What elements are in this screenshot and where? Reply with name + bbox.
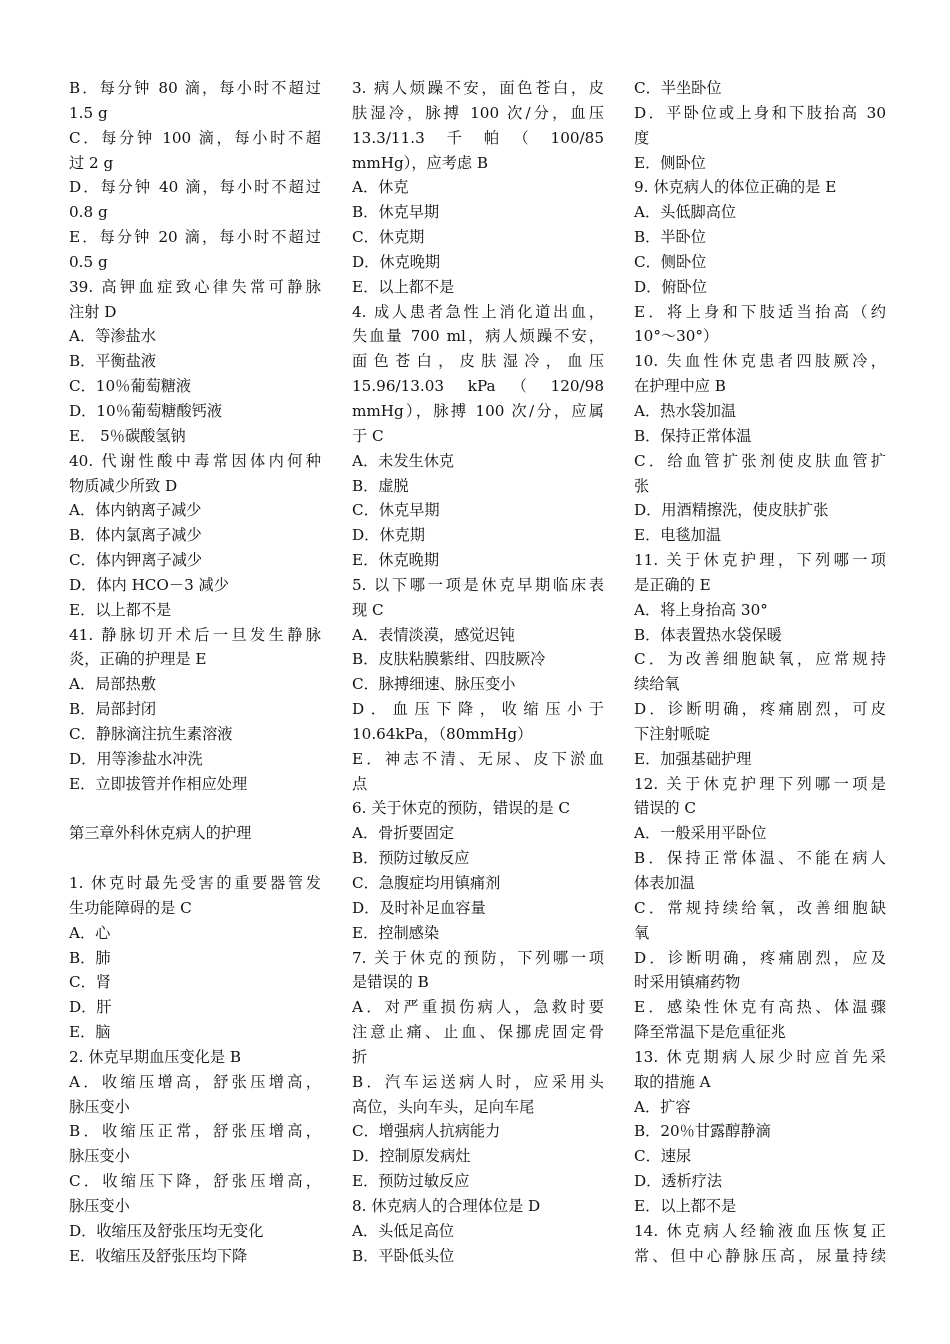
text-line: 张 — [634, 476, 650, 495]
text-line: 1. 休克时最先受害的重要器管发 — [69, 874, 321, 892]
text-line: 物质减少所致 D — [69, 476, 178, 495]
text-line: 2. 休克早期血压变化是 B — [69, 1047, 241, 1066]
text-line: 5. 以下哪一项是休克早期临床表 — [352, 575, 604, 594]
text-line: B．收缩压正常，舒张压增高， — [69, 1122, 321, 1141]
text-line: D．体内 HCO－3 减少 — [69, 575, 229, 594]
text-line: C．脉搏细速、脉压变小 — [352, 675, 516, 694]
text-line: 第三章外科休克病人的护理 — [69, 824, 252, 843]
text-line: 9. 休克病人的体位正确的是 E — [634, 178, 837, 197]
text-line: A．表情淡漠，感觉迟钝 — [352, 625, 515, 644]
text-line: E．将上身和下肢适当抬高（约 — [634, 302, 886, 321]
text-line: 脉压变小 — [69, 1097, 130, 1116]
text-line: 0.8 g — [69, 203, 108, 222]
text-line: C．休克早期 — [352, 501, 440, 520]
text-line: 肤湿冷，脉搏 100 次/分，血压 — [352, 103, 604, 122]
text-line: A．一般采用平卧位 — [634, 824, 767, 843]
text-column-left — [69, 76, 321, 1269]
text-line: E．立即拔管并作相应处理 — [69, 774, 248, 793]
text-line: 13. 休克期病人尿少时应首先采 — [634, 1047, 886, 1066]
text-line: 降至常温下是危重征兆 — [634, 1023, 786, 1042]
text-line: C．静脉滴注抗生素溶液 — [69, 724, 233, 743]
text-line: D．诊断明确，疼痛剧烈，可皮 — [634, 700, 886, 719]
text-line: D．诊断明确，疼痛剧烈，应及 — [634, 948, 886, 967]
text-line: C．速尿 — [634, 1147, 692, 1166]
text-line: 10. 失血性休克患者四肢厥冷， — [634, 352, 886, 371]
text-line: C．10％葡萄糖液 — [69, 377, 192, 396]
text-line: mmHg），应考虑 B — [352, 153, 489, 172]
text-line: 8. 休克病人的合理体位是 D — [352, 1196, 541, 1215]
text-line: E．以上都不是 — [634, 1196, 737, 1215]
text-line: 高位，头向车头，足向车尾 — [352, 1097, 535, 1116]
text-line: D．休克期 — [352, 526, 425, 545]
text-line: E．休克晚期 — [352, 551, 440, 570]
text-line: E．以上都不是 — [352, 277, 455, 296]
text-line: 下注射哌啶 — [634, 724, 710, 743]
text-line: C．侧卧位 — [634, 252, 707, 271]
text-line: D．透析疗法 — [634, 1172, 723, 1191]
text-line: C．收缩压下降，舒张压增高， — [69, 1172, 321, 1191]
text-line: 0.5 g — [69, 252, 108, 271]
text-line: 续给氧 — [634, 675, 680, 694]
text-line: A．体内钠离子减少 — [69, 501, 202, 520]
text-line: B．肺 — [69, 948, 111, 967]
text-line: 常、但中心静脉压高，尿量持续 — [634, 1246, 886, 1265]
text-line: 1.5 g — [69, 103, 108, 122]
text-line: 4. 成人患者急性上消化道出血， — [352, 302, 604, 321]
text-line: E．感染性休克有高热、体温骤 — [634, 998, 886, 1017]
text-line: 体表加温 — [634, 874, 695, 892]
text-line: 错误的 C — [634, 799, 697, 818]
text-line: 度 — [634, 128, 650, 147]
text-line: C．肾 — [69, 973, 111, 992]
text-line: E．神志不清、无尿、皮下淤血 — [352, 749, 604, 768]
text-line: B．保持正常体温、不能在病人 — [634, 849, 886, 868]
text-line: D．平卧位或上身和下肢抬高 30 — [634, 103, 886, 122]
text-line: C．半坐卧位 — [634, 79, 722, 97]
text-line: A．扩容 — [634, 1097, 691, 1116]
text-line: D．血压下降，收缩压小于 — [352, 700, 604, 719]
text-line: A．休克 — [352, 178, 409, 197]
text-line: D．10％葡萄糖酸钙液 — [69, 401, 223, 420]
text-column-right — [634, 76, 886, 1269]
text-line: 39. 高钾血症致心律失常可静脉 — [69, 277, 321, 296]
text-line: B．预防过敏反应 — [352, 849, 470, 868]
text-line: 6. 关于休克的预防，错误的是 C — [352, 799, 571, 818]
text-line: E．脑 — [69, 1023, 111, 1042]
text-line: A．局部热敷 — [69, 675, 156, 694]
text-line: E．以上都不是 — [69, 600, 172, 619]
blank-line — [69, 846, 321, 871]
text-line: D．用酒精擦洗，使皮肤扩张 — [634, 501, 829, 520]
text-line: 失血量 700 ml，病人烦躁不安， — [352, 327, 604, 346]
text-line: 15.96/13.03 kPa （ 120/98 — [352, 377, 604, 396]
text-line: E．电毯加温 — [634, 526, 722, 545]
text-line: 12. 关于休克护理下列哪一项是 — [634, 774, 886, 793]
text-line: C．急腹症均用镇痛剂 — [352, 874, 501, 892]
text-line: D．控制原发病灶 — [352, 1147, 471, 1166]
text-line: A．头低脚高位 — [634, 203, 737, 222]
text-line: B．汽车运送病人时，应采用头 — [352, 1072, 604, 1091]
text-line: 注射 D — [69, 302, 117, 321]
text-line: D．及时补足血容量 — [352, 898, 486, 917]
text-line: B．20％甘露醇静滴 — [634, 1122, 771, 1141]
text-line: A．骨折要固定 — [352, 824, 455, 843]
text-line: B．体内氯离子减少 — [69, 526, 202, 545]
text-line: E．预防过敏反应 — [352, 1172, 470, 1191]
text-line: 3. 病人烦躁不安，面色苍白，皮 — [352, 79, 604, 97]
text-line: C．每分钟 100 滴，每小时不超 — [69, 128, 321, 147]
text-line: C．常规持续给氧，改善细胞缺 — [634, 898, 886, 917]
text-line: 注意止痛、止血、保挪虎固定骨 — [352, 1023, 604, 1042]
text-line: 14. 休克病人经输液血压恢复正 — [634, 1221, 886, 1240]
text-line: B．休克早期 — [352, 203, 440, 222]
blank-line — [69, 796, 321, 821]
text-line: C．给血管扩张剂使皮肤血管扩 — [634, 451, 886, 470]
text-column-middle — [352, 76, 604, 1269]
text-line: E．控制感染 — [352, 923, 440, 942]
text-line: 10.64kPa，（80mmHg） — [352, 724, 533, 743]
text-line: 折 — [352, 1047, 368, 1066]
text-line: C．体内钾离子减少 — [69, 551, 203, 570]
text-line: B．虚脱 — [352, 476, 409, 495]
text-line: 脉压变小 — [69, 1147, 130, 1166]
text-line: A．对严重损伤病人，急救时要 — [352, 998, 604, 1017]
text-line: E．加强基础护理 — [634, 749, 752, 768]
text-line: mmHg），脉搏 100 次/分，应属 — [352, 401, 604, 420]
text-line: B．每分钟 80 滴，每小时不超过 — [69, 79, 321, 97]
text-line: E．收缩压及舒张压均下降 — [69, 1246, 248, 1265]
text-line: 脉压变小 — [69, 1196, 130, 1215]
text-line: 时采用镇痛药物 — [634, 973, 741, 992]
text-line: B．体表置热水袋保暖 — [634, 625, 782, 644]
text-line: A．等渗盐水 — [69, 327, 156, 346]
text-line: 40. 代谢性酸中毒常因体内何种 — [69, 451, 321, 470]
text-line: B．半卧位 — [634, 228, 706, 247]
text-line: B．平卧低头位 — [352, 1246, 455, 1265]
text-line: 炎，正确的护理是 E — [69, 650, 207, 669]
text-line: 过 2 g — [69, 153, 114, 172]
text-line: C．为改善细胞缺氧，应常规持 — [634, 650, 886, 669]
text-line: A．热水袋加温 — [634, 401, 737, 420]
text-line: E．每分钟 20 滴，每小时不超过 — [69, 228, 321, 247]
text-line: 取的措施 A — [634, 1072, 711, 1091]
text-line: 10°～30°） — [634, 327, 719, 346]
text-line: 是正确的 E — [634, 575, 711, 594]
text-line: 11. 关于休克护理，下列哪一项 — [634, 551, 886, 570]
text-line: A．心 — [69, 923, 111, 942]
text-line: B．皮肤粘膜紫绀、四肢厥冷 — [352, 650, 546, 669]
text-line: B．局部封闭 — [69, 700, 157, 719]
text-line: A．头低足高位 — [352, 1221, 455, 1240]
text-line: 点 — [352, 774, 368, 793]
text-line: 是错误的 B — [352, 973, 429, 992]
text-line: D．肝 — [69, 998, 112, 1017]
text-line: 13.3/11.3 千 帕 （ 100/85 — [352, 128, 604, 147]
text-line: D．俯卧位 — [634, 277, 707, 296]
text-line: 7. 关于休克的预防，下列哪一项 — [352, 948, 604, 967]
text-line: D．休克晚期 — [352, 252, 441, 271]
text-line: 41. 静脉切开术后一旦发生静脉 — [69, 625, 321, 644]
text-line: 在护理中应 B — [634, 377, 726, 396]
text-line: D．收缩压及舒张压均无变化 — [69, 1221, 264, 1240]
text-line: 于 C — [352, 426, 384, 445]
text-line: C．增强病人抗病能力 — [352, 1122, 501, 1141]
text-line: E．侧卧位 — [634, 153, 706, 172]
text-line: 面色苍白，皮肤湿冷，血压 — [352, 352, 604, 371]
text-line: C．休克期 — [352, 228, 425, 247]
text-line: 氧 — [634, 923, 650, 942]
text-line: 生功能障碍的是 C — [69, 898, 192, 917]
text-line: A．未发生休克 — [352, 451, 455, 470]
text-line: D．每分钟 40 滴，每小时不超过 — [69, 178, 321, 197]
text-line: D．用等渗盐水冲洗 — [69, 749, 203, 768]
text-line: A．收缩压增高，舒张压增高， — [69, 1072, 321, 1091]
text-line: A．将上身抬高 30° — [634, 600, 768, 619]
text-line: B．平衡盐液 — [69, 352, 157, 371]
text-line: 现 C — [352, 600, 384, 619]
text-line: B．保持正常体温 — [634, 426, 752, 445]
text-line: E． 5％碳酸氢钠 — [69, 426, 186, 445]
